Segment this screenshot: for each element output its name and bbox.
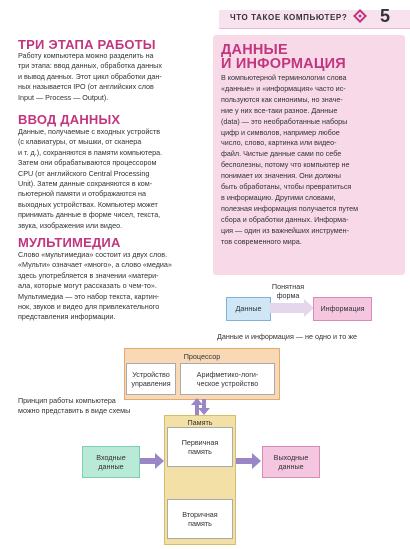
text-line: пьютерной памяти и отображаются на xyxy=(18,189,146,199)
text-line: звука, изображения или видео. xyxy=(18,220,123,230)
secondary-line2: память xyxy=(188,519,212,528)
text-line: бесполезны, потому что компьютер не xyxy=(221,160,350,170)
text-line: число, слово, картинка или видео- xyxy=(221,138,337,148)
secondary-memory-box xyxy=(167,499,233,539)
text-line: Input — Process — Output). xyxy=(18,92,109,102)
intro-line1: Принцип работы компьютера xyxy=(18,396,116,405)
text-line: и т. д.), сохраняются в памяти компьютера. xyxy=(18,147,163,157)
text-line: Слово «мультимедиа» состоит из двух слов. xyxy=(18,250,168,259)
text-line: В компьютерной терминологии слова xyxy=(221,73,347,82)
text-line: Мультимедиа — это набор текста, картин- xyxy=(18,291,160,301)
primary-line2: память xyxy=(188,447,212,456)
processor-label: Процессор xyxy=(183,352,221,361)
text-line: и вывод данных. Этот цикл обработки дан- xyxy=(18,71,162,81)
text-line: три этапа: ввод данных, обработка данных xyxy=(18,61,162,71)
secondary-line1: Вторичная xyxy=(182,510,218,519)
output-line1: Выходные xyxy=(273,453,309,462)
alu-line2: ческое устройство xyxy=(196,379,259,388)
heading-data-line2: И ИНФОРМАЦИЯ xyxy=(221,56,346,72)
output-data-label xyxy=(263,453,319,471)
text-line: выходных устройствах. Компьютер может xyxy=(18,199,158,209)
text-line: ние у них все-таки разное. Данные xyxy=(221,105,338,115)
intro-line2: можно представить в виде схемы xyxy=(18,405,131,415)
control-unit-line2: управления xyxy=(131,379,171,388)
text-line: (data) — это необработанные наборы xyxy=(221,116,348,126)
input-data-label xyxy=(83,453,139,471)
text-line: ных называется IPO (от английских слов xyxy=(18,82,154,92)
primary-memory-box xyxy=(167,427,233,467)
text-line: Unit). Затем данные сохраняются в ком- xyxy=(18,179,153,189)
text-line: представления информации. xyxy=(18,312,116,322)
information-box-label: Информация xyxy=(320,304,365,313)
arrow-caption-line2: форма xyxy=(276,290,300,300)
primary-memory-label xyxy=(168,438,232,456)
alu-line1: Арифметико-логи- xyxy=(196,370,259,379)
text-line: сбора и обработки данных. Информа- xyxy=(221,214,349,224)
memory-label: Память xyxy=(187,418,213,427)
text-line: «Мульти» означает «много», а слово «медиа» xyxy=(18,260,172,270)
text-line: быть обработаны, чтобы превратиться xyxy=(221,182,352,192)
text-line: ция — один из важнейших инструмен- xyxy=(221,225,350,235)
primary-line1: Первичная xyxy=(181,438,219,447)
text-line: здесь употребляется в значении «матери- xyxy=(18,270,159,280)
page-number: 5 xyxy=(380,6,391,26)
text-line: принимать данные в форме чисел, текста, xyxy=(18,210,161,220)
text-line: файл. Чистые данные сами по себе xyxy=(221,149,342,159)
text-line: «данные» и «информация» часто ис- xyxy=(221,83,346,93)
text-line: пользуются как синонимы, но значе- xyxy=(221,94,343,104)
text-line: в информацию. Другими словами, xyxy=(221,192,336,202)
arrow-caption-line1: Понятная xyxy=(271,282,305,291)
text-line: Затем они обрабатываются процессором xyxy=(18,158,157,168)
text-line: Данные, получаемые с входных устройств xyxy=(18,127,161,136)
text-line: CPU (от английского Central Processing xyxy=(18,168,150,178)
text-line: понимает их значения. Они должны xyxy=(221,171,341,181)
heading-data-line1: ДАННЫЕ xyxy=(221,42,288,58)
text-line: полезная информация получается путем xyxy=(221,203,359,213)
heading-three-stages: ТРИ ЭТАПА РАБОТЫ xyxy=(18,37,156,52)
text-line: ала, которые могут рассказать о чем-то». xyxy=(18,281,157,291)
input-line2: данные xyxy=(98,462,124,471)
text-line: тов современного мира. xyxy=(221,236,302,246)
secondary-memory-label xyxy=(168,510,232,528)
input-data-box xyxy=(82,446,140,478)
input-line1: Входные xyxy=(96,453,126,462)
arrow-right-output-icon xyxy=(235,453,261,469)
small-diagram-caption: Данные и информация — не одно и то же xyxy=(217,332,357,341)
page-header-title: ЧТО ТАКОЕ КОМПЬЮТЕР? xyxy=(230,13,348,22)
arrow-right-input-icon xyxy=(139,453,164,469)
output-data-box xyxy=(262,446,320,478)
text-line: (с клавиатуры, от мышки, от сканера xyxy=(18,137,142,147)
control-unit-line1: Устройство xyxy=(132,370,170,379)
text-line: нок, звуков и видео для привлекательного xyxy=(18,302,160,312)
arrow-up-icon xyxy=(191,398,203,415)
heading-multimedia: МУЛЬТИМЕДИА xyxy=(18,235,121,250)
heading-data-input: ВВОД ДАННЫХ xyxy=(18,112,121,127)
text-line: Работу компьютера можно разделить на xyxy=(18,51,154,60)
data-box-label: Данные xyxy=(235,304,262,313)
text-line: цифр и символов, например любое xyxy=(221,127,340,137)
output-line2: данные xyxy=(278,462,304,471)
